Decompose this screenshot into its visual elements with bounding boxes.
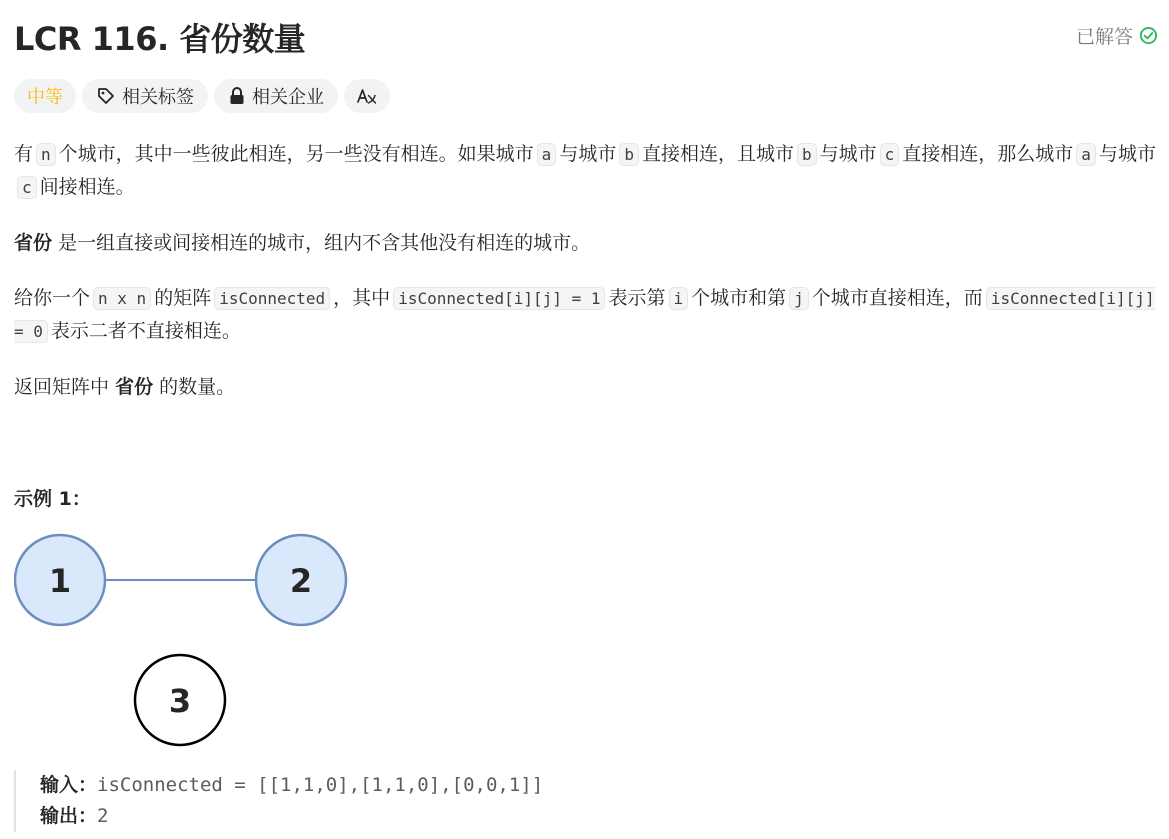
bold-term: 省份 <box>115 376 154 398</box>
title-row <box>14 10 1160 56</box>
translate-icon <box>356 86 378 106</box>
check-circle-icon <box>1139 26 1158 45</box>
output-label: 输出： <box>40 805 98 827</box>
related-companies-button[interactable] <box>214 79 338 113</box>
solved-status <box>1076 22 1158 49</box>
graph-node-2 <box>256 535 346 625</box>
inline-code: b <box>619 143 639 166</box>
text: 个城市直接相连，而 <box>811 287 983 309</box>
difficulty-badge[interactable] <box>14 79 76 113</box>
example-1-title: 示例 1： <box>14 488 91 510</box>
graph-node-3 <box>135 655 225 745</box>
inline-code: n <box>36 143 56 166</box>
inline-code: j <box>789 287 809 310</box>
text: 给你一个 <box>14 287 91 309</box>
tag-bar <box>14 79 390 113</box>
description-paragraph-2 <box>14 227 1160 259</box>
inline-code: a <box>1076 143 1096 166</box>
text: ，其中 <box>333 287 391 309</box>
graph-node-3-label: 3 <box>168 682 192 720</box>
inline-code: a <box>537 143 557 166</box>
example-input-line <box>40 770 543 801</box>
text: 的矩阵 <box>154 287 212 309</box>
related-companies-label: 相关企业 <box>252 87 324 108</box>
related-topics-label: 相关标签 <box>122 87 194 108</box>
text: 间接相连。 <box>39 176 135 198</box>
difficulty-label: 中等 <box>27 87 63 108</box>
description-paragraph-3 <box>14 282 1160 348</box>
text: 返回矩阵中 <box>14 376 110 398</box>
text: 与城市 <box>1098 143 1156 165</box>
inline-code: isConnected[i][j] = 0 <box>14 289 1155 341</box>
description-paragraph-4 <box>14 371 1160 403</box>
inline-code: c <box>880 143 900 166</box>
lock-icon <box>228 86 246 106</box>
text: 个城市和第 <box>691 287 787 309</box>
text: 与城市 <box>559 143 617 165</box>
text: 直接相连，且城市 <box>641 143 794 165</box>
example-output-line <box>40 801 543 832</box>
example-1-io <box>14 770 543 832</box>
text: 的数量。 <box>159 376 236 398</box>
problem-title: LCR 116. 省份数量 <box>14 20 306 58</box>
graph-node-2-label: 2 <box>289 562 313 600</box>
bold-term: 省份 <box>14 232 53 254</box>
inline-code: i <box>669 287 689 310</box>
inline-code: b <box>797 143 817 166</box>
text: 有 <box>14 143 34 165</box>
input-label: 输入： <box>40 774 98 796</box>
output-value: 2 <box>97 805 109 827</box>
problem-description <box>14 138 1160 426</box>
related-topics-button[interactable] <box>82 79 208 113</box>
text: 表示二者不直接相连。 <box>50 320 241 342</box>
input-value: isConnected = [[1,1,0],[1,1,0],[0,0,1]] <box>97 774 544 796</box>
translate-button[interactable] <box>344 79 390 113</box>
text: 个城市，其中一些彼此相连，另一些没有相连。如果城市 <box>58 143 534 165</box>
inline-code: n x n <box>93 287 151 310</box>
graph-node-1 <box>15 535 105 625</box>
text: 与城市 <box>819 143 877 165</box>
solved-status-label: 已解答 <box>1075 26 1133 48</box>
text: 表示第 <box>608 287 666 309</box>
inline-code: isConnected <box>214 287 330 310</box>
graph-node-1-label: 1 <box>48 562 72 600</box>
inline-code: isConnected[i][j] = 1 <box>393 287 605 310</box>
description-paragraph-1 <box>14 138 1160 204</box>
tag-icon <box>96 86 116 106</box>
example-1-graph <box>14 532 354 756</box>
inline-code: c <box>17 176 37 199</box>
text: 直接相连，那么城市 <box>902 143 1074 165</box>
text: 是一组直接或间接相连的城市，组内不含其他没有相连的城市。 <box>58 232 591 254</box>
